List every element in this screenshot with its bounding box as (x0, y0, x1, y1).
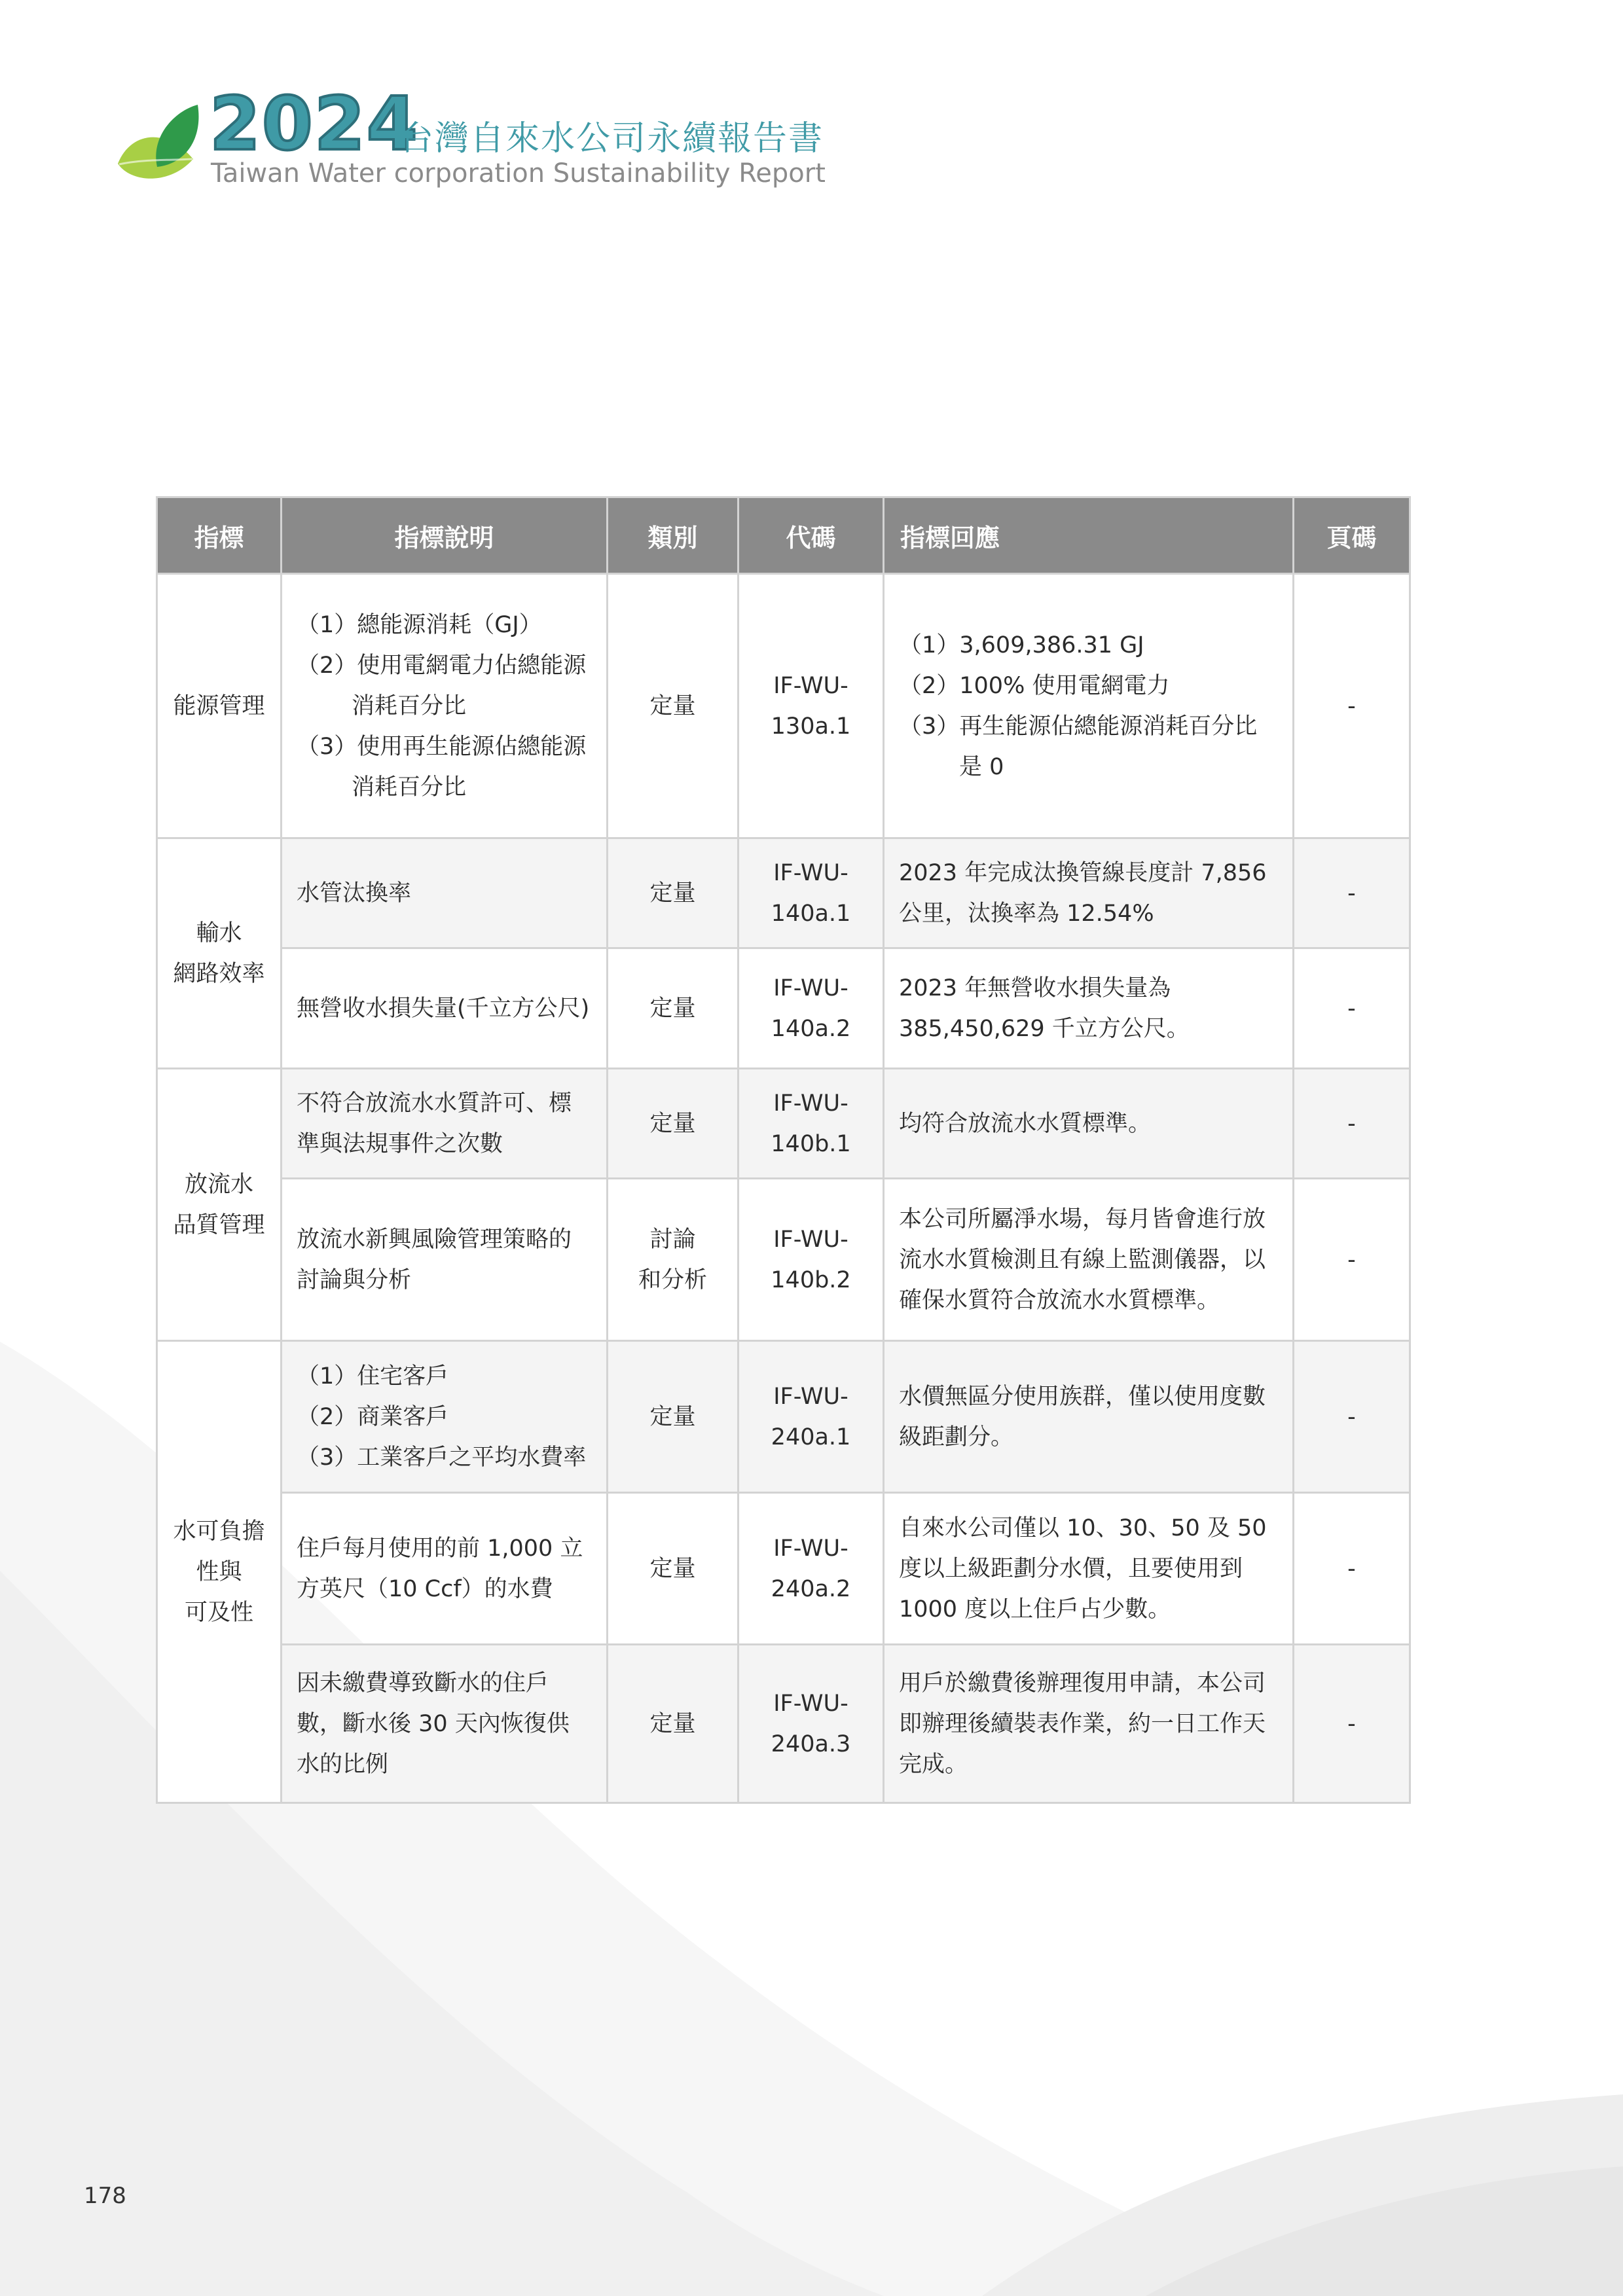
type-cell: 定量 (608, 1341, 739, 1493)
page-cell: - (1294, 574, 1410, 838)
report-title-zh: 台灣自來水公司永續報告書 (399, 119, 824, 158)
page-cell: - (1294, 1341, 1410, 1493)
type-cell: 定量 (608, 1493, 739, 1645)
col-header-page: 頁碼 (1294, 497, 1410, 574)
response-cell: （1）3,609,386.31 GJ （2）100% 使用電網電力 （3）再生能源佔總能源消耗百分比是 0 (884, 574, 1294, 838)
response-cell: 2023 年完成汰換管線長度計 7,856 公里，汰換率為 12.54% (884, 838, 1294, 948)
code-cell: IF-WU- 240a.1 (739, 1341, 884, 1493)
page-cell: - (1294, 948, 1410, 1069)
response-cell: 均符合放流水水質標準。 (884, 1069, 1294, 1179)
table-row (157, 838, 1410, 948)
response-cell: 水價無區分使用族群，僅以使用度數級距劃分。 (884, 1341, 1294, 1493)
col-header-indicator: 指標 (157, 497, 282, 574)
description-cell: 不符合放流水水質許可、標準與法規事件之次數 (282, 1069, 608, 1179)
code-cell: IF-WU- 240a.2 (739, 1493, 884, 1645)
description-cell: 因未繳費導致斷水的住戶數，斷水後 30 天內恢復供水的比例 (282, 1645, 608, 1803)
report-title-en: Taiwan Water corporation Sustainability Report (211, 158, 826, 188)
description-cell: 水管汰換率 (282, 838, 608, 948)
type-cell: 定量 (608, 1069, 739, 1179)
table-row (157, 1645, 1410, 1803)
col-header-type: 類別 (608, 497, 739, 574)
table-row (157, 1179, 1410, 1341)
description-cell: 住戶每月使用的前 1,000 立方英尺（10 Ccf）的水費 (282, 1493, 608, 1645)
code-cell: IF-WU- 140a.2 (739, 948, 884, 1069)
page-cell: - (1294, 1069, 1410, 1179)
table-row (157, 574, 1410, 838)
col-header-code: 代碼 (739, 497, 884, 574)
report-year: 2024 (210, 82, 419, 167)
page-cell: - (1294, 838, 1410, 948)
page-cell: - (1294, 1645, 1410, 1803)
category-cell: 放流水 品質管理 (157, 1069, 282, 1341)
page-number: 178 (84, 2183, 126, 2209)
category-cell: 輸水 網路效率 (157, 838, 282, 1069)
response-cell: 2023 年無營收水損失量為 385,450,629 千立方公尺。 (884, 948, 1294, 1069)
type-cell: 定量 (608, 1645, 739, 1803)
description-cell: 無營收水損失量(千立方公尺) (282, 948, 608, 1069)
code-cell: IF-WU- 240a.3 (739, 1645, 884, 1803)
type-cell: 定量 (608, 948, 739, 1069)
sasb-index-table (156, 496, 1411, 1804)
response-cell: 自來水公司僅以 10、30、50 及 50 度以上級距劃分水價，且要使用到 1000 度以上住戶占少數。 (884, 1493, 1294, 1645)
response-cell: 本公司所屬淨水場，每月皆會進行放流水水質檢測且有線上監測儀器，以確保水質符合放流水水質標準。 (884, 1179, 1294, 1341)
page-cell: - (1294, 1179, 1410, 1341)
table-row (157, 1341, 1410, 1493)
table-row (157, 1069, 1410, 1179)
table-row (157, 948, 1410, 1069)
description-cell: 放流水新興風險管理策略的討論與分析 (282, 1179, 608, 1341)
description-cell: （1）總能源消耗（GJ） （2）使用電網電力佔總能源消耗百分比 （3）使用再生能源佔總能源消耗百分比 (282, 574, 608, 838)
table-header-row (157, 497, 1410, 574)
code-cell: IF-WU- 130a.1 (739, 574, 884, 838)
col-header-response: 指標回應 (884, 497, 1294, 574)
code-cell: IF-WU- 140a.1 (739, 838, 884, 948)
type-cell: 定量 (608, 574, 739, 838)
page-cell: - (1294, 1493, 1410, 1645)
code-cell: IF-WU- 140b.1 (739, 1069, 884, 1179)
category-cell: 水可負擔 性與 可及性 (157, 1341, 282, 1803)
type-cell: 討論 和分析 (608, 1179, 739, 1341)
category-cell: 能源管理 (157, 574, 282, 838)
report-header (111, 82, 897, 193)
description-cell: （1）住宅客戶 （2）商業客戶 （3）工業客戶之平均水費率 (282, 1341, 608, 1493)
col-header-description: 指標說明 (282, 497, 608, 574)
code-cell: IF-WU- 140b.2 (739, 1179, 884, 1341)
response-cell: 用戶於繳費後辦理復用申請，本公司即辦理後續裝表作業，約一日工作天完成。 (884, 1645, 1294, 1803)
table-row (157, 1493, 1410, 1645)
leaf-logo-icon (111, 101, 203, 187)
type-cell: 定量 (608, 838, 739, 948)
